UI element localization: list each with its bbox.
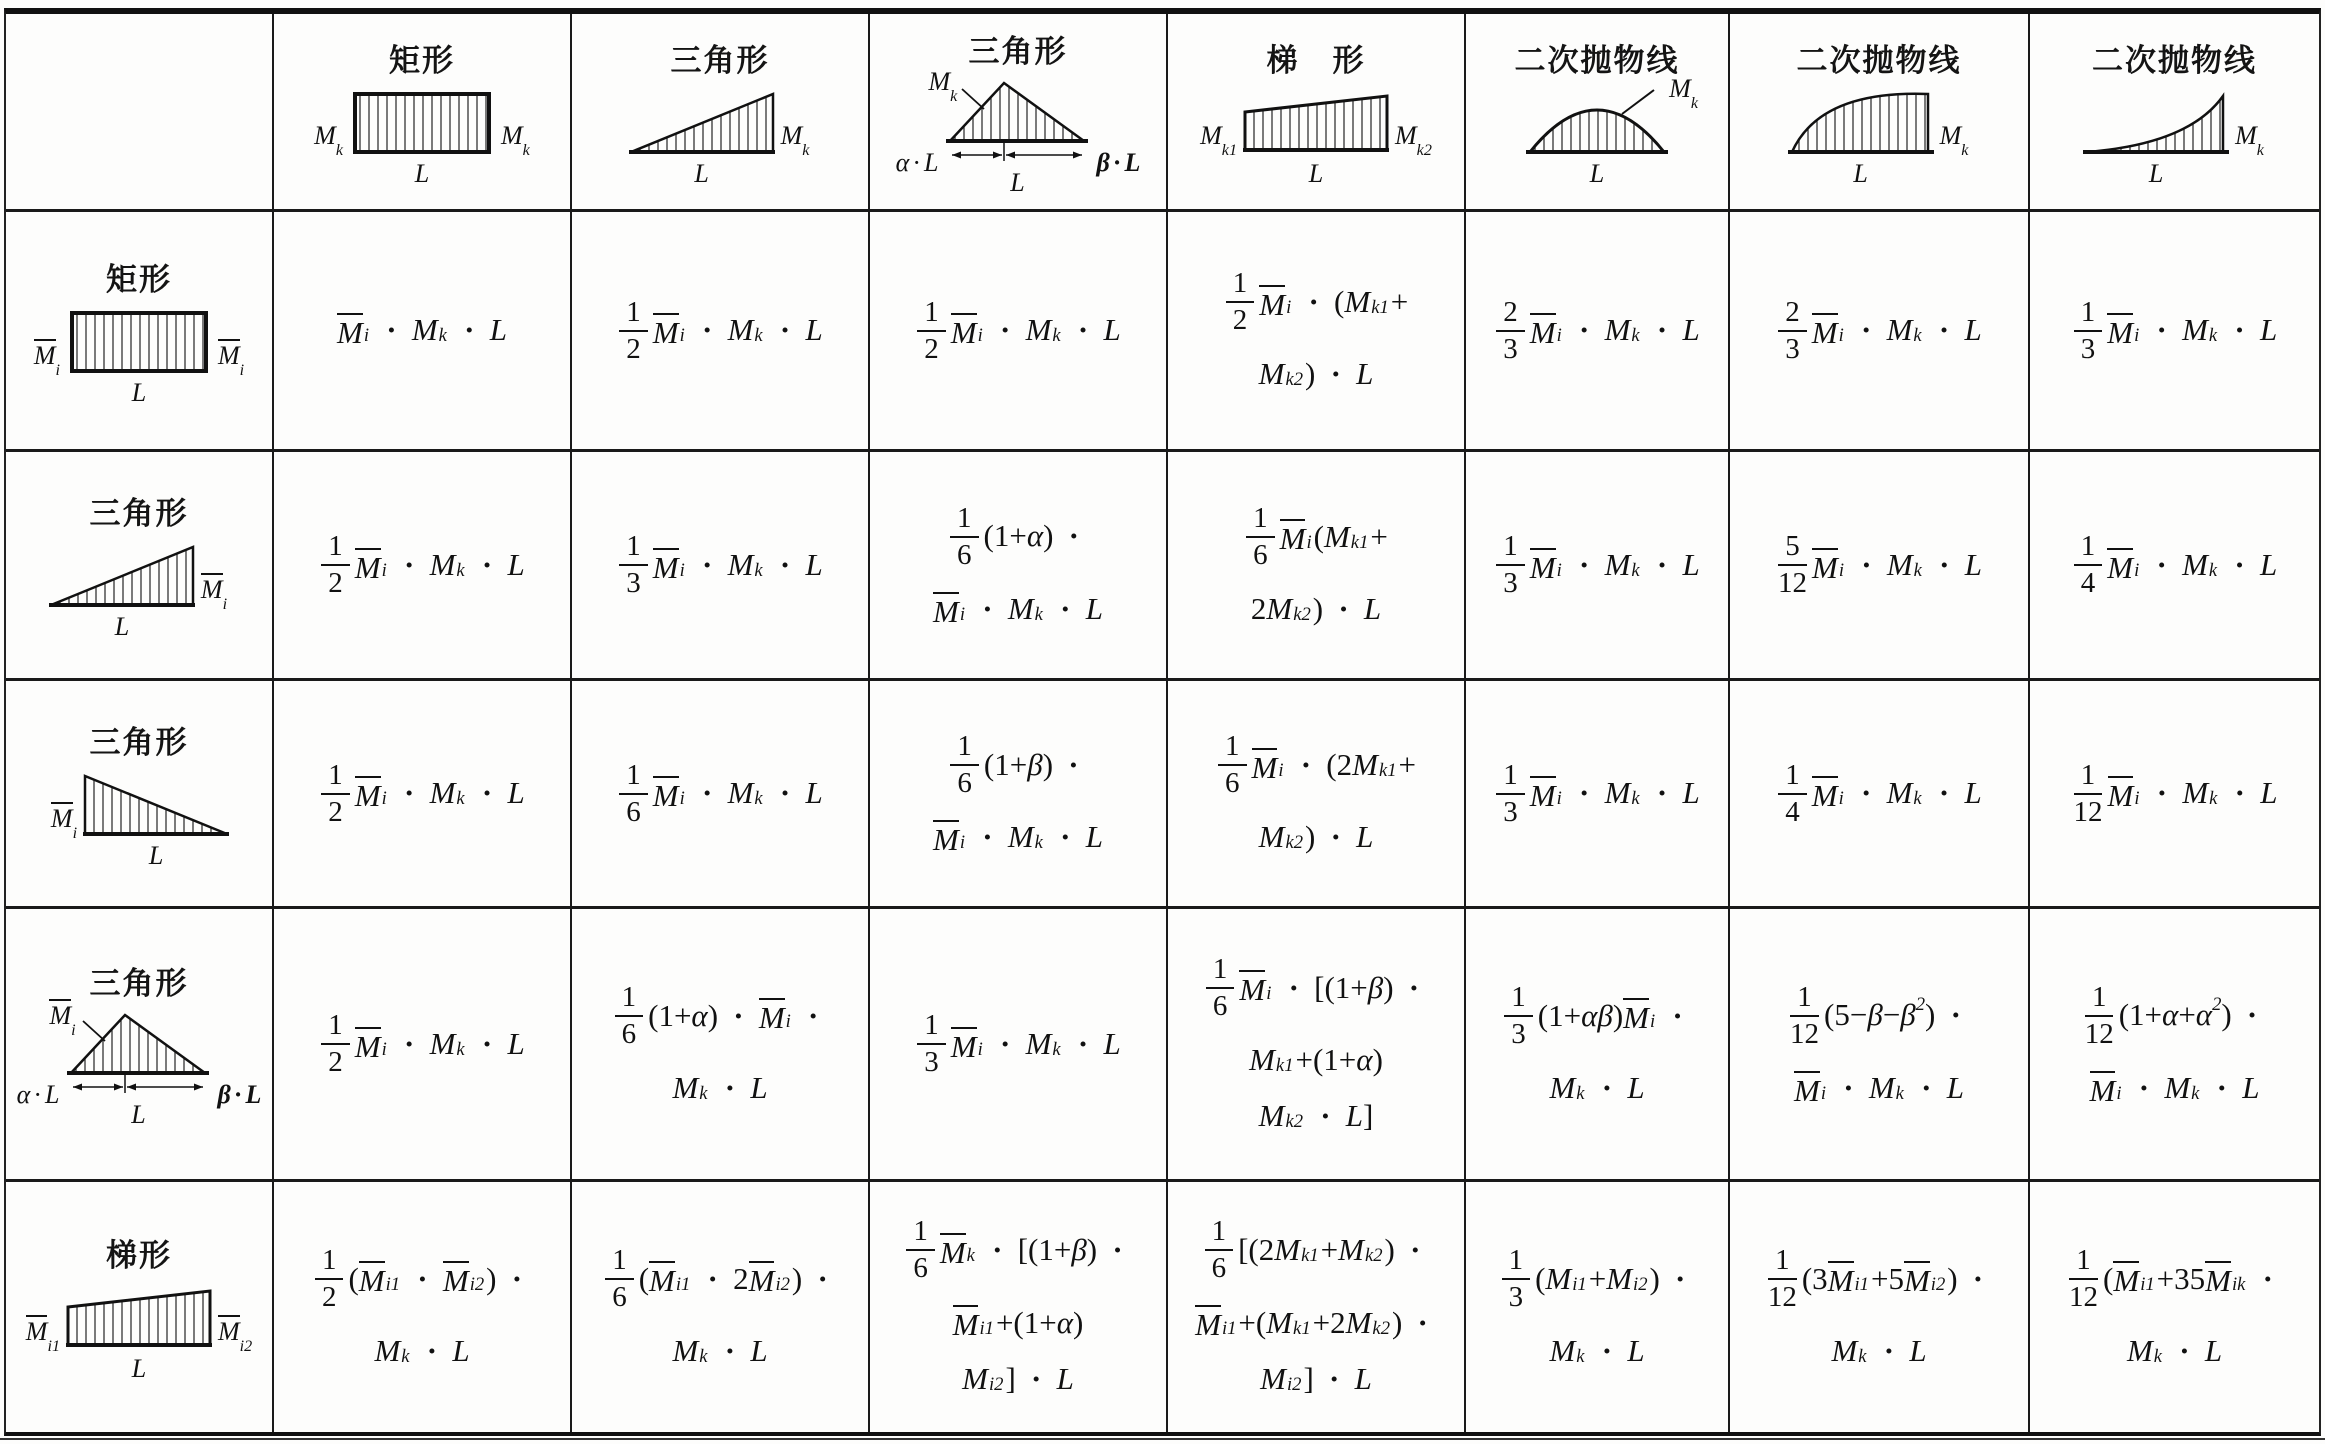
formula-line: M $_{i 2}$ ] · L <box>962 1361 1074 1397</box>
overbar: M <box>2205 1263 2231 1299</box>
overbar: M <box>1259 286 1286 322</box>
overbar: M <box>748 1263 775 1299</box>
formula-line: M $_k$ · L <box>1549 1332 1645 1368</box>
formula-cell-r1c7 <box>2030 212 2319 452</box>
overbar: M <box>933 822 959 857</box>
col4-header-left-label: $M_{k1}$ <box>1200 120 1237 159</box>
fraction: $\frac{1}{2}$ <box>619 298 648 364</box>
column-header-3 <box>870 14 1168 212</box>
col7-header <box>2081 88 2268 189</box>
fraction: $\frac{1}{6}$ <box>605 1246 634 1312</box>
peak-moment-diagram-icon <box>63 1011 213 1099</box>
formula-line: $\frac{1}{3}$ ( 1 + α β ) M $_i$ · <box>1502 983 1691 1049</box>
row2-header-shape <box>47 541 197 642</box>
col7-header-span-label: L <box>2148 158 2164 188</box>
formula-line: $\frac{1}{12}$ ( M $_{i 1}$ + 3 5 M $_{ik}$ · <box>2069 1243 2273 1313</box>
col3-header-left-label: α · L <box>895 147 939 177</box>
bottom-rule <box>0 1438 2325 1440</box>
fraction: $\frac{1}{3}$ <box>1496 761 1525 827</box>
fraction: $\frac{1}{3}$ <box>1496 532 1525 598</box>
row3-header <box>47 770 231 871</box>
formula-line: $\frac{1}{6}$ ( 1 + α ) · <box>948 504 1088 570</box>
col6-header-shape <box>1786 88 1936 189</box>
formula-line: $\frac{1}{2}$ ( M $_{i 1}$ · M $_{i 2}$ ) · <box>313 1246 531 1312</box>
formula-line: $\frac{1}{6}$ M $_i$ · [ ( 1 + β ) · <box>1204 955 1428 1021</box>
fraction: $\frac{1}{3}$ <box>917 1011 946 1077</box>
col5-header <box>1522 73 1698 189</box>
row-header-2 <box>6 452 274 681</box>
col5-header-span-label: L <box>1589 158 1605 188</box>
formula-line: M $_i$ · M $_k$ · L <box>933 590 1103 629</box>
formula-line: M $_k$ · L <box>672 1332 768 1368</box>
formula-line: $\frac{1}{3}$ M $_i$ · M $_k$ · L <box>1494 761 1699 827</box>
formula-cell-r1c2 <box>572 212 870 452</box>
col6-header <box>1786 88 1973 189</box>
overbar: M <box>1827 1263 1854 1299</box>
formula-line: M $_k$ · L <box>1831 1332 1927 1368</box>
formula-cell-r3c6 <box>1730 681 2030 909</box>
formula-cell-r3c5 <box>1466 681 1730 909</box>
formula-line: 2 M $_{k 2}$ ) · L <box>1250 590 1382 626</box>
row4-header <box>13 1001 266 1130</box>
formula-line: $\frac{1}{6}$ M $_i$ · ( 2 M $_{k 1}$ + <box>1216 732 1416 798</box>
overbar: M <box>652 778 679 813</box>
row-title: 三角形 <box>89 724 189 760</box>
row1-header-right-label: $M_i$ <box>218 340 245 379</box>
overbar: M <box>950 1028 977 1064</box>
formula-cell-r3c2 <box>572 681 870 909</box>
formula-line: $\frac{1}{12}$ ( 1 + α + α $^2$ ) · <box>2084 980 2258 1050</box>
overbar: M <box>933 593 959 629</box>
column-header-5 <box>1466 14 1730 212</box>
formula-cell-r5c5 <box>1466 1182 1730 1432</box>
formula-line: M $_{k 2}$ ) · L <box>1258 356 1374 392</box>
col3-header-span-label: L <box>1010 167 1025 197</box>
fraction: $\frac{1}{6}$ <box>950 504 979 570</box>
formula-cell-r2c2 <box>572 452 870 681</box>
formula-line: $\frac{1}{6}$ M $_k$ · [ ( 1 + β ) · <box>904 1217 1131 1283</box>
row5-header-shape <box>64 1283 214 1384</box>
formula-line: $\frac{1}{2}$ M $_i$ · M $_k$ · L <box>319 761 524 827</box>
row1-header-span-label: L <box>131 377 147 407</box>
formula-line: $\frac{1}{12}$ ( 5 − β − β $^2$ ) · <box>1790 980 1961 1050</box>
row4-header-left-label: α · L <box>16 1080 60 1109</box>
rect-moment-diagram-icon <box>64 307 214 377</box>
fraction: $\frac{5}{12}$ <box>1778 530 1808 599</box>
formula-line: $\frac{1}{12}$ M $_i$ · M $_k$ · L <box>2073 758 2278 828</box>
overbar: M <box>218 340 240 370</box>
row-title: 三角形 <box>89 966 189 1001</box>
formula-line: M $_{k 2}$ ) · L <box>1258 819 1374 855</box>
fraction: $\frac{1}{2}$ <box>321 1011 350 1077</box>
fraction: $\frac{1}{12}$ <box>1790 980 1820 1050</box>
formula-cell-r5c4 <box>1168 1182 1466 1432</box>
column-header-4 <box>1168 14 1466 212</box>
overbar: M <box>1811 778 1838 813</box>
formula-line: M $_k$ · L <box>374 1332 470 1368</box>
overbar: M <box>25 1317 48 1347</box>
formula-cell-r4c7 <box>2030 909 2319 1182</box>
overbar: M <box>952 1307 979 1343</box>
overbar: M <box>758 1000 785 1036</box>
overbar: M <box>652 315 679 350</box>
overbar: M <box>1529 549 1556 585</box>
formula-line: $\frac{1}{6}$ M $_i$ · M $_k$ · L <box>617 761 822 827</box>
overbar: M <box>939 1234 966 1270</box>
row5-header-span-label: L <box>131 1354 147 1383</box>
formula-cell-r4c5 <box>1466 909 1730 1182</box>
column-title: 二次抛物线 <box>2092 42 2257 78</box>
overbar: M <box>2113 1263 2140 1299</box>
formula-cell-r2c5 <box>1466 452 1730 681</box>
formula-line: M $_i$ · M $_k$ · L <box>2089 1069 2260 1108</box>
fraction: $\frac{1}{3}$ <box>1504 983 1533 1049</box>
row1-header <box>30 307 248 408</box>
trapezoid-moment-diagram-icon <box>64 1283 214 1353</box>
col1-header-span-label: L <box>414 158 430 188</box>
row-header-4 <box>6 909 274 1182</box>
overbar: M <box>1623 1000 1649 1036</box>
formula-cell-r1c3 <box>870 212 1168 452</box>
col7-header-shape <box>2081 88 2231 189</box>
overbar: M <box>337 315 363 350</box>
formula-line: $\frac{1}{6}$ ( M $_{i 1}$ · 2 M $_{i 2}$ ) · <box>603 1246 837 1312</box>
formula-cell-r5c1 <box>274 1182 572 1432</box>
formula-cell-r2c4 <box>1168 452 1466 681</box>
fraction: $\frac{1}{2}$ <box>321 532 350 598</box>
col1-header <box>310 88 534 189</box>
fraction: $\frac{1}{6}$ <box>1218 732 1247 798</box>
col2-header <box>627 88 814 189</box>
row4-header-top-label: $M_i$ <box>49 1001 76 1040</box>
dome-moment-diagram-icon <box>1522 88 1672 158</box>
row3-header-shape <box>81 770 231 871</box>
col5-header-shape <box>1522 73 1698 189</box>
formula-line: $\frac{1}{2}$ M $_i$ · ( M $_{k 1}$ + <box>1224 269 1408 335</box>
overbar: M <box>1812 549 1838 585</box>
col3-header-shape <box>928 66 1092 198</box>
corner-cell <box>6 14 274 212</box>
ramp-up-moment-diagram-icon <box>47 541 197 611</box>
formula-line: $\frac{2}{3}$ M $_i$ · M $_k$ · L <box>1776 298 1981 364</box>
row-title: 三角形 <box>89 496 189 531</box>
col3-header-right-label: β · L <box>1096 147 1141 177</box>
col4-header-span-label: L <box>1308 158 1324 188</box>
col2-header-right-label: $M_k$ <box>780 120 810 159</box>
row3-header-span-label: L <box>148 840 164 870</box>
overbar: M <box>358 1263 385 1299</box>
col5-header-top-label: $M_k$ <box>1669 73 1698 112</box>
column-header-1 <box>274 14 572 212</box>
formula-line: $\frac{1}{6}$ ( 1 + β ) · <box>948 732 1087 798</box>
row-header-1 <box>6 212 274 452</box>
formula-line: $\frac{1}{3}$ ( M $_{i 1}$ + M $_{i 2}$ ) · <box>1500 1246 1695 1312</box>
overbar: M <box>1195 1307 1221 1343</box>
column-title: 梯 形 <box>1266 42 1366 78</box>
row2-header-span-label: L <box>114 612 130 641</box>
row-title: 梯形 <box>106 1238 172 1273</box>
formula-line: $\frac{1}{2}$ M $_i$ · M $_k$ · L <box>617 298 822 364</box>
col4-header <box>1196 88 1436 189</box>
fraction: $\frac{1}{6}$ <box>1206 955 1235 1021</box>
fraction: $\frac{1}{12}$ <box>1767 1243 1797 1313</box>
overbar: M <box>354 778 381 813</box>
formula-line: M $_{i 1}$ + ( 1 + α ) <box>952 1304 1084 1343</box>
col7-header-right-label: $M_k$ <box>2235 120 2264 159</box>
overbar: M <box>1251 749 1278 785</box>
peak-moment-diagram-icon <box>942 79 1092 167</box>
formula-line: M $_k$ · L <box>672 1069 768 1105</box>
fraction: $\frac{1}{2}$ <box>321 761 350 827</box>
formula-cell-r3c7 <box>2030 681 2319 909</box>
fraction: $\frac{1}{2}$ <box>1226 269 1255 335</box>
formula-line: $\frac{1}{2}$ M $_i$ · M $_k$ · L <box>319 532 524 598</box>
fraction: $\frac{1}{6}$ <box>906 1217 935 1283</box>
fraction: $\frac{1}{3}$ <box>619 532 648 598</box>
row1-header-shape <box>64 307 214 408</box>
overbar: M <box>218 1317 240 1347</box>
row5-header <box>22 1283 256 1384</box>
formula-cell-r1c6 <box>1730 212 2030 452</box>
formula-line: $\frac{1}{3}$ M $_i$ · M $_k$ · L <box>1494 532 1699 598</box>
formula-line: $\frac{1}{2}$ M $_i$ · M $_k$ · L <box>915 298 1120 364</box>
column-title: 三角形 <box>670 42 770 78</box>
col4-header-right-label: $M_{k2}$ <box>1395 120 1432 159</box>
col3-header <box>892 66 1145 198</box>
column-title: 二次抛物线 <box>1796 42 1962 78</box>
row5-header-left-label: $M_{i1}$ <box>25 1317 60 1356</box>
col6-header-span-label: L <box>1853 158 1868 188</box>
concave-rise-moment-diagram-icon <box>2081 88 2231 158</box>
formula-cell-r2c3 <box>870 452 1168 681</box>
col3-header-top-label: $M_k$ <box>928 66 958 105</box>
row-header-3 <box>6 681 274 909</box>
formula-cell-r1c4 <box>1168 212 1466 452</box>
formula-cell-r4c3 <box>870 909 1168 1182</box>
formula-cell-r5c6 <box>1730 1182 2030 1432</box>
formula-cell-r5c3 <box>870 1182 1168 1432</box>
convex-rise-moment-diagram-icon <box>1786 88 1936 158</box>
formula-line: $\frac{1}{3}$ M $_i$ · M $_k$ · L <box>617 532 822 598</box>
overbar: M <box>2107 778 2134 813</box>
fraction: $\frac{1}{6}$ <box>950 732 979 798</box>
formula-line: M $_i$ · M $_k$ · L <box>1794 1069 1964 1108</box>
formula-line: M $_i$ · M $_k$ · L <box>337 312 507 350</box>
col1-header-right-label: $M_k$ <box>501 120 530 159</box>
formula-line: $\frac{2}{3}$ M $_i$ · M $_k$ · L <box>1494 298 1699 364</box>
formula-cell-r5c2 <box>572 1182 870 1432</box>
overbar: M <box>33 340 56 370</box>
column-header-7 <box>2030 14 2319 212</box>
integration-table <box>4 8 2321 1436</box>
overbar: M <box>354 1028 381 1064</box>
row1-header-left-label: $M_i$ <box>33 340 60 379</box>
col1-header-shape <box>347 88 497 189</box>
fraction: $\frac{1}{4}$ <box>2074 532 2103 598</box>
ramp-down-moment-diagram-icon <box>81 770 231 840</box>
formula-line: $\frac{1}{3}$ M $_i$ · M $_k$ · L <box>2072 298 2277 364</box>
formula-line: M $_k$ · L <box>2126 1332 2223 1368</box>
col6-header-right-label: $M_k$ <box>1939 120 1969 159</box>
overbar: M <box>2107 315 2134 350</box>
rect-moment-diagram-icon <box>347 88 497 158</box>
overbar: M <box>1811 315 1838 350</box>
formula-cell-r3c3 <box>870 681 1168 909</box>
formula-cell-r4c1 <box>274 909 572 1182</box>
fraction: $\frac{1}{6}$ <box>615 983 644 1049</box>
formula-cell-r1c1 <box>274 212 572 452</box>
fraction: $\frac{1}{2}$ <box>917 298 946 364</box>
overbar: M <box>200 575 223 605</box>
formula-line: M $_{k 1}$ + ( 1 + α ) <box>1249 1041 1383 1077</box>
formula-line: M $_{i 2}$ ] · L <box>1260 1361 1372 1397</box>
formula-cell-r5c7 <box>2030 1182 2319 1432</box>
row4-header-shape <box>49 1001 213 1130</box>
row2-header-right-label: $M_i$ <box>200 575 228 614</box>
formula-line: M $_k$ · L <box>1549 1069 1645 1105</box>
formula-cell-r4c4 <box>1168 909 1466 1182</box>
fraction: $\frac{1}{4}$ <box>1778 761 1807 827</box>
formula-line: $\frac{1}{4}$ M $_i$ · M $_k$ · L <box>2072 532 2277 598</box>
overbar: M <box>652 549 679 585</box>
overbar: M <box>50 803 73 833</box>
overbar: M <box>2089 1072 2116 1108</box>
formula-cell-r2c7 <box>2030 452 2319 681</box>
ramp-up-moment-diagram-icon <box>627 88 777 158</box>
column-title: 矩形 <box>389 42 455 78</box>
formula-cell-r4c6 <box>1730 909 2030 1182</box>
formula-line: M $_{i 1}$ + ( M $_{k 1}$ + 2 M $_{k 2}$ ) · <box>1195 1304 1428 1343</box>
formula-cell-r3c1 <box>274 681 572 909</box>
overbar: M <box>1239 972 1266 1008</box>
fraction: $\frac{1}{12}$ <box>2073 758 2103 828</box>
row3-header-left-label: $M_i$ <box>50 803 78 842</box>
overbar: M <box>649 1263 675 1299</box>
overbar: M <box>354 549 381 585</box>
col2-header-span-label: L <box>694 158 709 188</box>
column-header-6 <box>1730 14 2030 212</box>
formula-line: $\frac{1}{6}$ ( 1 + α ) · M $_i$ · <box>613 983 828 1049</box>
formula-cell-r1c5 <box>1466 212 1730 452</box>
row2-header <box>47 541 231 642</box>
row-title: 矩形 <box>106 261 172 297</box>
fraction: $\frac{2}{3}$ <box>1778 298 1807 364</box>
overbar: M <box>1794 1072 1820 1108</box>
col2-header-shape <box>627 88 777 189</box>
row-header-5 <box>6 1182 274 1432</box>
formula-line: $\frac{1}{2}$ M $_i$ · M $_k$ · L <box>319 1011 524 1077</box>
fraction: $\frac{2}{3}$ <box>1496 298 1525 364</box>
overbar: M <box>2107 549 2134 585</box>
overbar: M <box>1279 521 1306 557</box>
overbar: M <box>1529 315 1556 350</box>
row4-header-span-label: L <box>131 1100 146 1129</box>
formula-cell-r4c2 <box>572 909 870 1182</box>
formula-line: M $_{k 2}$ · L ] <box>1258 1098 1374 1133</box>
formula-cell-r2c1 <box>274 452 572 681</box>
column-header-2 <box>572 14 870 212</box>
row4-header-right-label: β · L <box>217 1080 262 1109</box>
formula-cell-r3c4 <box>1168 681 1466 909</box>
fraction: $\frac{1}{12}$ <box>2084 980 2114 1050</box>
trapezoid-moment-diagram-icon <box>1241 88 1391 158</box>
fraction: $\frac{1}{12}$ <box>2069 1243 2099 1313</box>
column-title: 三角形 <box>968 33 1068 69</box>
fraction: $\frac{1}{6}$ <box>619 761 648 827</box>
overbar: M <box>49 1001 72 1030</box>
overbar: M <box>1903 1263 1930 1299</box>
formula-line: $\frac{5}{12}$ M $_i$ · M $_k$ · L <box>1778 530 1982 599</box>
fraction: $\frac{1}{3}$ <box>2074 298 2103 364</box>
fraction: $\frac{1}{6}$ <box>1246 504 1275 570</box>
formula-line: M $_i$ · M $_k$ · L <box>933 819 1103 857</box>
row5-header-right-label: $M_{i2}$ <box>218 1317 253 1356</box>
overbar: M <box>950 315 977 350</box>
formula-line: $\frac{1}{6}$ M $_i$ ( M $_{k 1}$ + <box>1244 504 1388 570</box>
formula-cell-r2c6 <box>1730 452 2030 681</box>
formula-line: $\frac{1}{4}$ M $_i$ · M $_k$ · L <box>1776 761 1981 827</box>
fraction: $\frac{1}{2}$ <box>315 1246 344 1312</box>
formula-line: $\frac{1}{12}$ ( 3 M $_{i 1}$ + 5 M $_{i 2}$ ) · <box>1767 1243 1984 1313</box>
fraction: $\frac{1}{3}$ <box>1502 1246 1531 1312</box>
formula-line: $\frac{1}{6}$ [ ( 2 M $_{k 1}$ + M $_{k 2}$ ) · <box>1203 1217 1430 1283</box>
formula-line: $\frac{1}{3}$ M $_i$ · M $_k$ · L <box>915 1011 1120 1077</box>
fraction: $\frac{1}{6}$ <box>1205 1217 1234 1283</box>
col1-header-left-label: $M_k$ <box>314 120 343 159</box>
overbar: M <box>442 1263 469 1299</box>
column-title: 二次抛物线 <box>1514 42 1680 78</box>
overbar: M <box>1529 778 1556 813</box>
col4-header-shape <box>1241 88 1391 189</box>
